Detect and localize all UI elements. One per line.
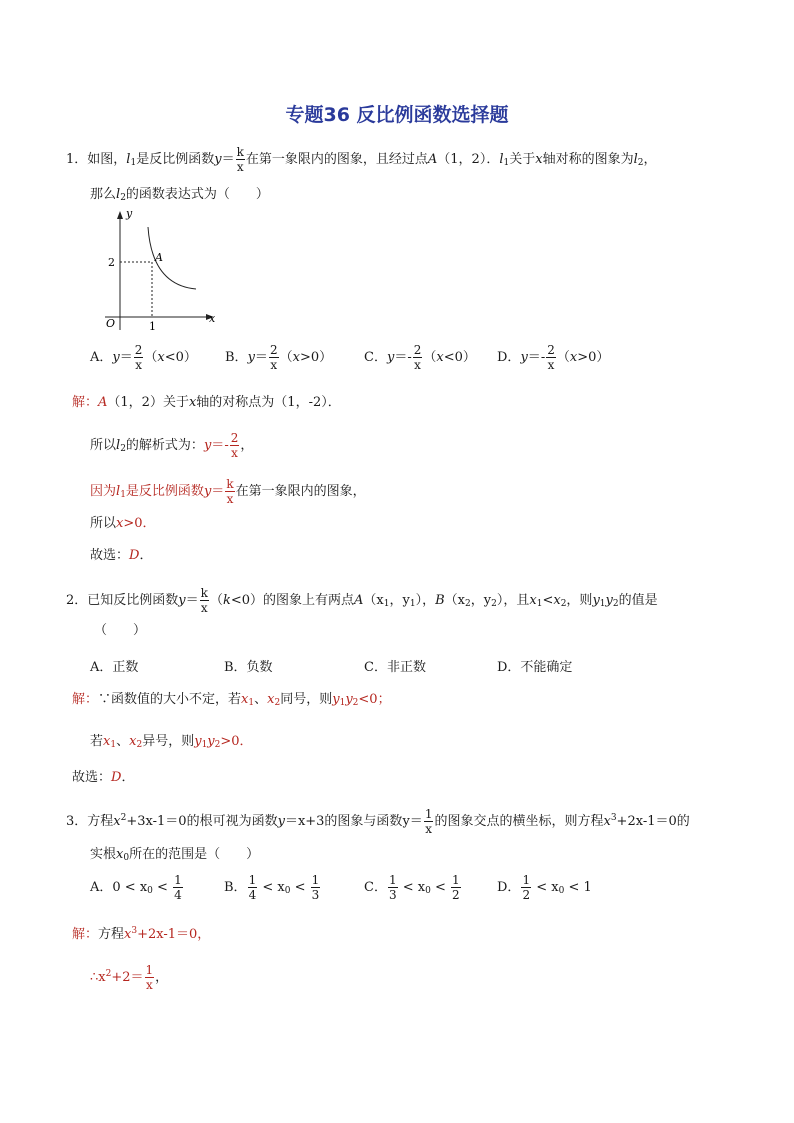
q3-solution-line2: $\therefore x^2+2=$ $\frac{1}{x}$ ，	[90, 963, 169, 992]
q2-option-b[interactable]: B．负数	[224, 660, 273, 675]
q3-line2: 实根$x_0$所在的范围是（ ）	[90, 847, 260, 863]
q1-solution-line1: 解：A（1，2）关于x轴的对称点为（1，-2）．	[72, 395, 341, 410]
tick-label-y: 2	[108, 256, 115, 269]
q2-option-d[interactable]: D．不能确定	[497, 660, 573, 675]
q1-option-b[interactable]: B．y＝ $\frac{2}{x}$ （x>0）	[225, 343, 333, 372]
x-axis-label: x	[209, 312, 216, 325]
q3-option-a[interactable]: A．$0 < x_0$ < $\frac{1}{4}$	[90, 873, 182, 902]
q3-option-b[interactable]: B． $\frac{1}{4}$ < $x_0$ < $\frac{1}{3}$	[224, 873, 320, 902]
y-axis-label: y	[126, 207, 133, 220]
q1-solution-line3: 因为$l_1$是反比例函数y＝ $\frac{k}{x}$ 在第一象限内的图象，	[90, 477, 366, 506]
y-axis-arrow-icon	[117, 211, 123, 219]
q2-line1: 2．已知反比例函数y＝ $\frac{k}{x}$ （k<0）的图象上有两点$A(x_1$，$y_1$），$B(x_2$，$y_2$），且$x_1<x_2$，则$y_1y_2$的值是	[66, 586, 658, 615]
q1-solution-line4: 所以x>0．	[90, 516, 156, 531]
fraction-k-over-x: $\frac{k}{x}$	[236, 145, 244, 174]
q2-option-a[interactable]: A．正数	[90, 660, 139, 675]
q2-solution-line2: 若$x_1$、$x_2$异号，则$y_1y_2>0$．	[90, 734, 253, 750]
q1-line2: 那么$l_2$的函数表达式为（ ）	[90, 187, 269, 203]
q2-solution-line1: 解：∵函数值的大小不定，若$x_1$、$x_2$同号，则$y_1y_2<0$；	[72, 692, 391, 708]
q3-option-d[interactable]: D． $\frac{1}{2}$ < $x_0 < 1$	[497, 873, 592, 902]
q2-line2: （ ）	[94, 623, 147, 638]
q1-option-d[interactable]: D．y＝- $\frac{2}{x}$ （x>0）	[497, 343, 610, 372]
point-label: A	[155, 251, 163, 264]
origin-label: O	[106, 317, 116, 330]
page-title: 专题36 反比例函数选择题	[285, 104, 509, 126]
q1-graph	[100, 205, 225, 335]
q1-solution-line2: 所以$l_2$的解析式为：y＝- $\frac{2}{x}$ ，	[90, 431, 254, 460]
q2-option-c[interactable]: C．非正数	[364, 660, 426, 675]
q1-option-a[interactable]: A．y＝ $\frac{2}{x}$ （x<0）	[90, 343, 197, 372]
q1-line1: 1．如图，$l_1$是反比例函数y＝ $\frac{k}{x}$ 在第一象限内的图象，且经过点A（1，2）．$l_1$关于x轴对称的图象为$l_2$，	[66, 145, 657, 174]
tick-label-x: 1	[149, 320, 156, 333]
q3-solution-line1: 解：方程$x^3+2x-1=0$，	[72, 926, 211, 942]
q3-line1: 3．方程$x^2+3x-1=0$的根可视为函数y＝x+3的图象与函数y＝ $\frac{1}{x}$ 的图象交点的横坐标，则方程$x^3+2x-1=0$的	[66, 807, 690, 836]
q1-option-c[interactable]: C．y＝- $\frac{2}{x}$ （x<0）	[364, 343, 476, 372]
q1-solution-line5: 故选：D．	[90, 548, 153, 563]
q2-solution-line3: 故选：D．	[72, 770, 135, 785]
q3-option-c[interactable]: C． $\frac{1}{3}$ < $x_0$ < $\frac{1}{2}$	[364, 873, 460, 902]
